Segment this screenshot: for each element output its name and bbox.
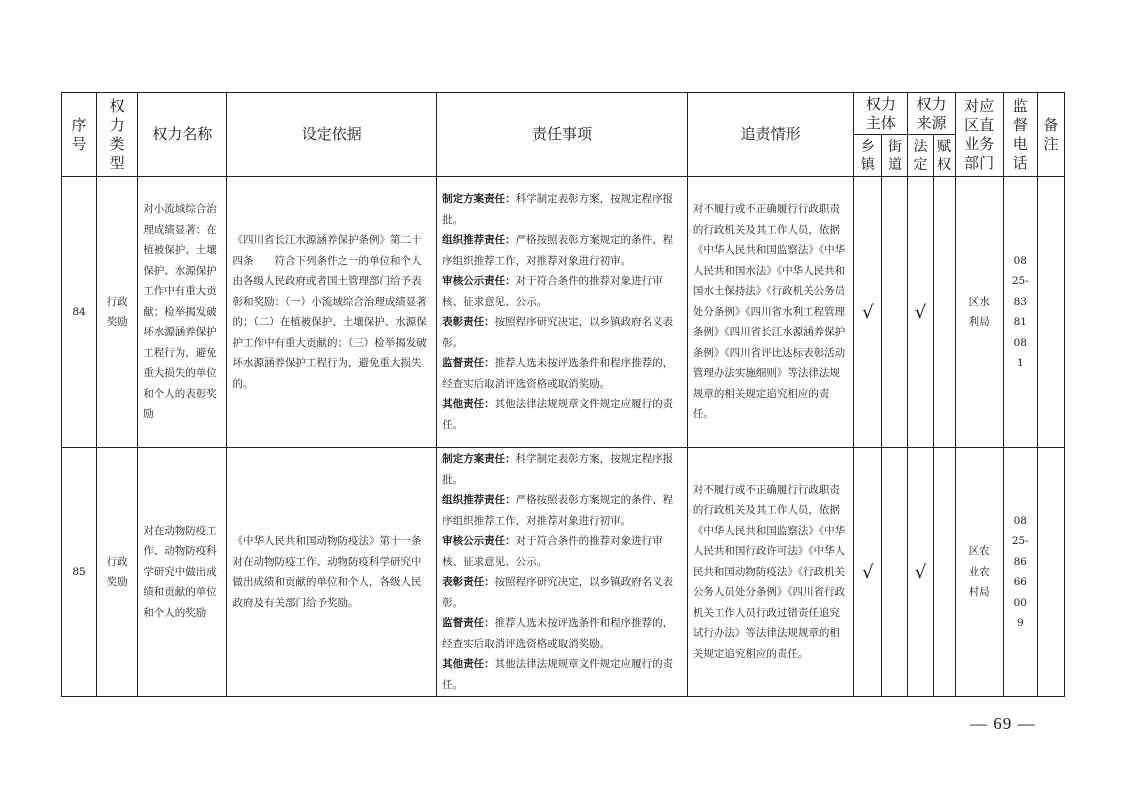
resp-item: 制定方案责任：科学制定表彰方案，按规定程序报批。 [442,193,674,226]
header-remark: 备注 [1037,93,1064,177]
resp-item: 组织推荐责任：严格按照表彰方案规定的条件、程序组织推荐工作，对推荐对象进行初审。 [442,494,674,527]
resp-item: 组织推荐责任：严格按照表彰方案规定的条件、程序组织推荐工作，对推荐对象进行初审。 [442,234,674,267]
row-accountability: 对不履行或不正确履行行政职责的行政机关及其工作人员，依据《中华人民共和国监察法》《中华人民共和国行政许可法》《中华人民共和国动物防疫法》《行政机关公务人员处分条例》《四川省行政机关工作人员行政过错责任追究试行办法》等法律法规规章的相关规定追究相应的责任。 [687,448,853,697]
granted-check [933,448,955,697]
row-type: 行政奖励 [97,177,138,448]
row-department: 区农业农村局 [955,448,1003,697]
row-department: 区水利局 [955,177,1003,448]
header-source-granted: 赋权 [933,135,955,177]
row-basis: 《四川省长江水源涵养保护条例》第二十四条 符合下列条件之一的单位和个人由各级人民政府或者国土管理部门给予表彰和奖励：（一）小流域综合治理成绩显著的；（二）在植被保护、土壤保护、水源保护工作中有重大贡献的；（三）检举揭发破坏水源涵养保护工程行为，避免重大损失的。 [227,177,437,448]
header-source-legal: 法定 [908,135,933,177]
row-responsibility [437,448,688,697]
resp-item: 表彰责任：按照程序研究决定，以乡镇政府名义表彰。 [442,316,674,349]
row-responsibility [437,177,688,448]
header-name: 权力名称 [138,93,227,177]
header-subject: 权力主体 [854,93,908,135]
header-basis: 设定依据 [227,93,437,177]
header-row [62,93,1065,135]
street-check [882,448,908,697]
resp-item: 审核公示责任：对于符合条件的推荐对象进行审核、征求意见、公示。 [442,535,663,568]
granted-check [933,177,955,448]
row-remark [1037,177,1064,448]
resp-item: 其他责任：其他法律法规规章文件规定应履行的责任。 [442,398,674,431]
powers-table [61,92,1065,697]
resp-item: 监督责任：推荐人选未按评选条件和程序推荐的，经查实后取消评选资格或取消奖励。 [442,617,674,650]
resp-item: 表彰责任：按照程序研究决定，以乡镇政府名义表彰。 [442,576,674,609]
town-check: √ [854,177,882,448]
row-seq: 84 [62,177,97,448]
row-phone: 0825-8381081 [1003,177,1037,448]
header-subject-street: 街道 [882,135,908,177]
row-seq: 85 [62,448,97,697]
header-subject-town: 乡镇 [854,135,882,177]
town-check: √ [854,448,882,697]
header-responsibility: 责任事项 [437,93,688,177]
row-name: 对小流域综合治理成绩显著：在植被保护、土壤保护、水源保护工作中有重大贡献；检举揭发破坏水源涵养保护工程行为，避免重大损失的单位和个人的表彰奖励 [138,177,227,448]
header-phone: 监督电话 [1003,93,1037,177]
header-department: 对应区直业务部门 [955,93,1003,177]
header-source: 权力来源 [908,93,955,135]
street-check [882,177,908,448]
table-row [62,448,1065,697]
row-type: 行政奖励 [97,448,138,697]
resp-item: 其他责任：其他法律法规规章文件规定应履行的责任。 [442,658,674,691]
header-seq: 序号 [62,93,97,177]
page-number: — 69 — [970,714,1036,733]
row-basis: 《中华人民共和国动物防疫法》第十一条 对在动物防疫工作、动物防疫科学研究中做出成绩和贡献的单位和个人，各级人民政府及有关部门给予奖励。 [227,448,437,697]
resp-item: 监督责任：推荐人选未按评选条件和程序推荐的，经查实后取消评选资格或取消奖励。 [442,357,674,390]
table-row [62,177,1065,448]
legal-check: √ [908,177,933,448]
row-remark [1037,448,1064,697]
row-accountability: 对不履行或不正确履行行政职责的行政机关及其工作人员，依据《中华人民共和国监察法》《中华人民共和国水法》《中华人民共和国水土保持法》《行政机关公务员处分条例》《四川省水利工程管理条例》《四川省长江水源涵养保护条例》《四川省评比达标表彰活动管理办法实施细则》等法律法规规章的相关规定追究相应的责任。 [687,177,853,448]
header-type: 权力类型 [97,93,138,177]
legal-check: √ [908,448,933,697]
header-accountability: 追责情形 [687,93,853,177]
resp-item: 审核公示责任：对于符合条件的推荐对象进行审核、征求意见、公示。 [442,275,663,308]
row-name: 对在动物防疫工作、动物防疫科学研究中做出成绩和贡献的单位和个人的奖励 [138,448,227,697]
row-phone: 0825-8666009 [1003,448,1037,697]
resp-item: 制定方案责任：科学制定表彰方案，按规定程序报批。 [442,453,674,486]
